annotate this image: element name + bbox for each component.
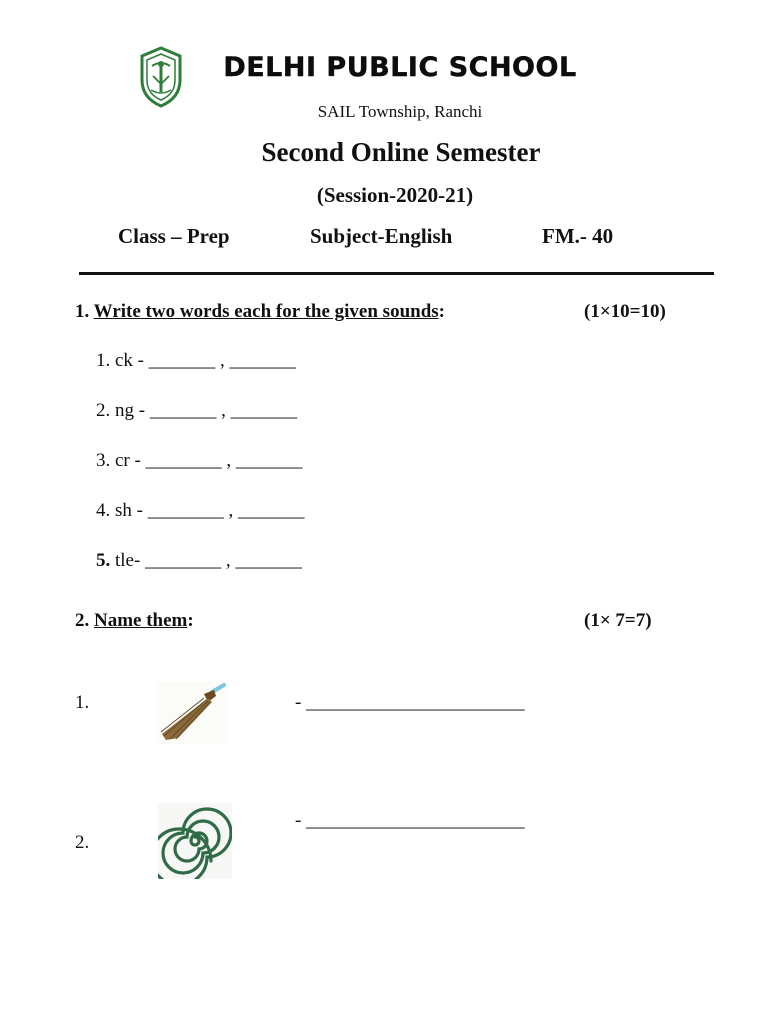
picture-item-number: 2. [75,832,90,853]
list-item-number: 5. [96,550,111,571]
exam-title: Second Online Semester [261,137,541,167]
list-item-text: cr - ________ , _______ [110,450,303,471]
list-item-text: tle- ________ , _______ [110,550,302,571]
list-item-number: 4. [96,500,111,521]
list-item-text: sh - ________ , _______ [110,500,305,521]
list-item-text: ng - _______ , _______ [110,400,298,421]
question-2-title: Name them [94,610,188,631]
answer-line: - _______________________ [295,692,525,713]
subject-label: Subject-English [310,224,453,248]
question-2-number: 2. [75,610,90,631]
question-1-marks: (1×10=10) [584,301,666,322]
question-2-colon: : [187,610,194,631]
question-1-heading [75,301,445,323]
question-2-heading [75,610,194,632]
list-item [96,450,302,472]
full-marks-label: FM.- 40 [542,224,614,248]
school-location: SAIL Township, Ranchi [317,102,483,121]
answer-line: - _______________________ [295,810,525,831]
session-label: (Session-2020-21) [316,183,474,207]
question-1-colon: : [438,301,445,322]
broom-icon [156,682,228,744]
list-item [96,500,304,522]
list-item [96,400,297,422]
question-2-marks: (1× 7=7) [584,610,652,631]
question-1-number: 1. [75,301,90,322]
school-name: DELHI PUBLIC SCHOOL [223,52,577,83]
mosquito-coil-icon [158,803,232,879]
list-item-number: 1. [96,350,111,371]
question-1-title: Write two words each for the given sounds [93,301,439,322]
picture-item-number: 1. [75,692,90,713]
list-item-text: ck - _______ , _______ [110,350,297,371]
list-item [96,550,302,572]
list-item-number: 2. [96,400,111,421]
class-label: Class – Prep [118,224,230,248]
list-item-number: 3. [96,450,111,471]
list-item [96,350,296,372]
header-divider [79,272,714,275]
